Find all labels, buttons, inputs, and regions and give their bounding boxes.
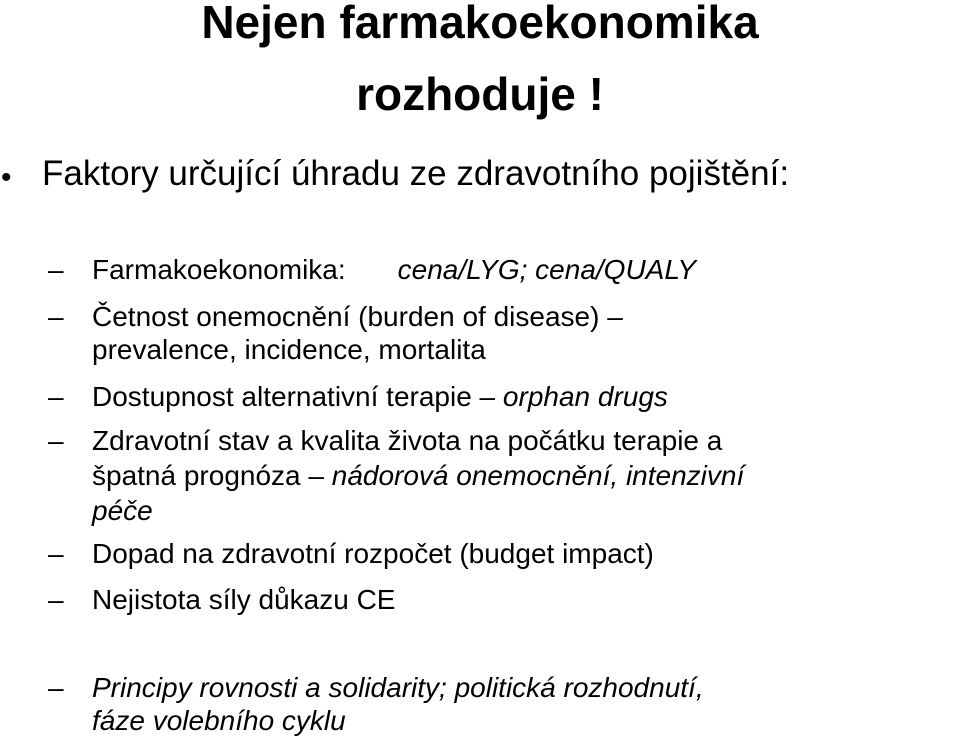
main-bullet-text: Faktory určující úhradu ze zdravotního pojištění: xyxy=(42,154,790,193)
main-bullet xyxy=(0,150,960,200)
sub-item-plain: Dostupnost alternativní terapie – xyxy=(92,381,503,412)
sub-item-text: Dopad na zdravotní rozpočet (budget impact) xyxy=(92,538,654,569)
sub-item-line-1: Principy rovnosti a solidarity; politická rozhodnutí, xyxy=(92,672,704,703)
sub-item-line-2 xyxy=(92,459,952,492)
sub-item-italic: nádorová onemocnění, intenzivní xyxy=(331,460,745,491)
sub-item-line-2: prevalence, incidence, mortalita xyxy=(92,334,486,365)
slide-title-line-1: Nejen farmakoekonomika xyxy=(201,0,759,48)
dash-icon: – xyxy=(48,425,64,456)
dash-icon: – xyxy=(48,381,64,412)
slide-title-line-2: rozhoduje ! xyxy=(356,68,604,120)
dash-icon: – xyxy=(48,584,64,615)
sub-item-prefix: špatná prognóza – xyxy=(92,460,332,491)
sub-item-text: Nejistota síly důkazu CE xyxy=(92,584,396,615)
sub-item-line-3: péče xyxy=(92,495,153,526)
bullet-icon: • xyxy=(1,161,12,194)
sub-item-text xyxy=(92,380,952,413)
sub-item-italic: orphan drugs xyxy=(502,381,668,412)
dash-icon: – xyxy=(48,538,64,569)
dash-icon: – xyxy=(48,301,64,332)
sub-item-label: Farmakoekonomika: xyxy=(92,254,346,285)
sub-item-italic: cena/LYG; cena/QUALY xyxy=(397,254,697,285)
sub-item-text xyxy=(92,253,952,286)
dash-icon: – xyxy=(48,672,64,703)
sub-item-line-2: fáze volebního cyklu xyxy=(92,705,346,736)
dash-icon: – xyxy=(48,254,64,285)
sub-item-line-1: Četnost onemocnění (burden of disease) – xyxy=(92,301,623,332)
sub-item-line-1: Zdravotní stav a kvalita života na počátku terapie a xyxy=(92,425,723,456)
